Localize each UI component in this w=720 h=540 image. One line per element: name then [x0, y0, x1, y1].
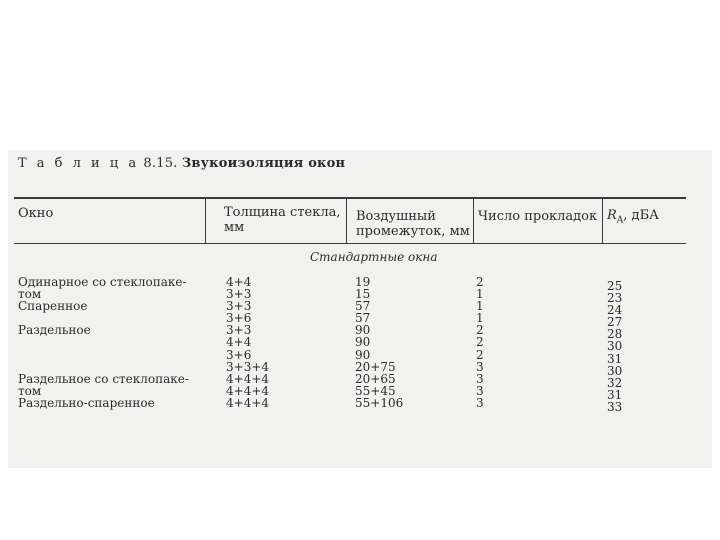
glass-thickness-cell: 4+4+4 [226, 383, 270, 398]
air-gap-cell: 55+106 [355, 395, 404, 410]
window-type-column [18, 276, 189, 421]
glass-thickness-cell: 3+3 [226, 299, 252, 314]
gaskets-cell: 2 [476, 275, 484, 289]
air-gap-cell: 90 [355, 347, 371, 362]
glass-thickness-cell: 3+3 [226, 323, 252, 338]
ra-cell: 28 [607, 327, 623, 342]
gaskets-cell: 3 [476, 371, 484, 386]
gaskets-cell: 2 [476, 335, 484, 350]
window-type-cell [18, 409, 189, 421]
header-glass-thickness: Толщина стекла, мм [224, 205, 341, 235]
glass-thickness-cell: 4+4 [226, 275, 252, 289]
gaskets-cell: 1 [476, 299, 484, 314]
ra-column [607, 280, 622, 413]
air-gap-cell: 20+65 [355, 371, 396, 386]
header-air-gap: Воздушный промежуток, мм [356, 209, 470, 239]
gaskets-cell: 3 [476, 359, 484, 374]
window-type-cell [18, 336, 189, 348]
ra-cell: 23 [607, 291, 623, 306]
air-gap-cell: 90 [355, 335, 371, 350]
air-gap-cell: 57 [355, 311, 371, 326]
gaskets-cell: 2 [476, 323, 484, 338]
glass-thickness-cell: 3+3 [226, 287, 252, 302]
window-type-cell: Раздельное [18, 323, 91, 338]
ra-cell: 33 [607, 399, 623, 414]
ra-cell: 25 [607, 279, 623, 293]
header-gaskets: Число прокладок [478, 209, 598, 224]
window-type-cell [18, 349, 189, 361]
window-type-cell: том [18, 383, 42, 398]
gaskets-cell: 3 [476, 395, 484, 410]
caption-number: 8.15. [143, 156, 178, 171]
glass-thickness-cell: 4+4+4 [226, 395, 270, 410]
table-caption [18, 156, 345, 171]
window-type-cell: Раздельное со стеклопаке- [18, 371, 189, 386]
section-title: Стандартные окна [310, 250, 438, 264]
header-window: Окно [18, 206, 54, 221]
air-gap-cell: 19 [355, 275, 371, 289]
glass-thickness-cell: 3+6 [226, 347, 252, 362]
air-gap-cell: 55+45 [355, 383, 396, 398]
gaskets-cell: 2 [476, 347, 484, 362]
gaskets-cell: 1 [476, 311, 484, 326]
header-bottom-rule [14, 243, 686, 244]
air-gap-cell: 57 [355, 299, 371, 314]
window-type-cell [18, 361, 189, 373]
glass-thickness-cell: 3+3+4 [226, 359, 270, 374]
window-type-cell: Раздельно-спаренное [18, 395, 155, 410]
glass-thickness-cell: 3+6 [226, 311, 252, 326]
caption-prefix: Т а б л и ц а [18, 156, 140, 171]
header-divider-2 [346, 198, 347, 243]
air-gap-cell: 90 [355, 323, 371, 338]
header-divider-3 [473, 198, 474, 243]
ra-cell: 32 [607, 375, 623, 390]
air-gap-cell: 15 [355, 287, 371, 302]
glass-thickness-cell: 4+4 [226, 335, 252, 350]
ra-cell: 27 [607, 315, 623, 330]
header-top-rule [14, 197, 686, 199]
air-gap-cell: 20+75 [355, 359, 396, 374]
air-gap-column [355, 276, 403, 409]
gaskets-column [476, 276, 484, 409]
ra-cell: 30 [607, 363, 623, 378]
caption-title: Звукоизоляция окон [181, 156, 346, 171]
ra-cell: 24 [607, 303, 623, 318]
ra-cell: 31 [607, 387, 623, 402]
glass-thickness-column [226, 276, 269, 409]
header-divider-4 [602, 198, 603, 243]
gaskets-cell: 3 [476, 383, 484, 398]
header-divider-1 [205, 198, 206, 243]
window-type-cell: том [18, 287, 42, 302]
header-ra: $R_A$, дБА [607, 208, 659, 226]
ra-cell: 31 [607, 351, 623, 366]
ra-cell: 30 [607, 339, 623, 354]
glass-thickness-cell: 4+4+4 [226, 371, 270, 386]
window-type-cell: Одинарное со стеклопаке- [18, 275, 187, 289]
gaskets-cell: 1 [476, 287, 484, 302]
window-type-cell: Спаренное [18, 299, 88, 314]
